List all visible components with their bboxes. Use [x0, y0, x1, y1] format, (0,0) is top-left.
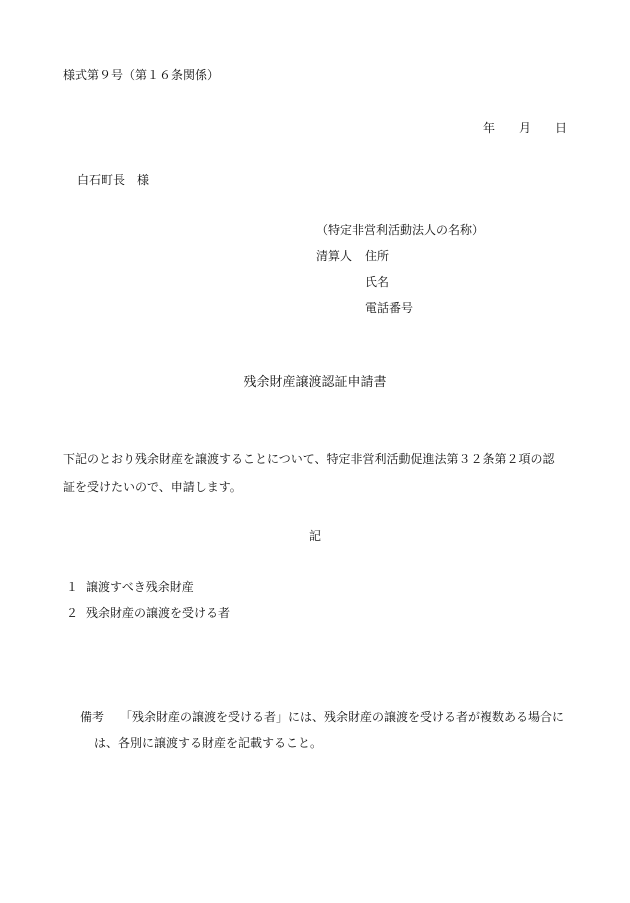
body-text-line-2: 証を受けたいので、申請します。 [63, 480, 242, 494]
list-item [66, 605, 230, 621]
document-title: 残余財産譲渡認証申請書 [243, 375, 387, 390]
body-text-line-1: 下記のとおり残余財産を譲渡することについて、特定非営利活動促進法第３２条第２項の認 [63, 452, 555, 466]
list-item-text: 残余財産の譲渡を受ける者 [86, 606, 231, 620]
date-line [483, 120, 567, 136]
note-line-1 [80, 709, 564, 725]
ki-heading: 記 [308, 529, 321, 543]
list-item-text: 譲渡すべき残余財産 [86, 580, 194, 594]
list-item [66, 579, 194, 595]
note-text-1: 「残余財産の譲渡を受ける者」には、残余財産の譲渡を受ける者が複数ある場合に [120, 710, 565, 724]
addressee: 白石町長 様 [77, 173, 150, 187]
name-label: 氏名 [365, 275, 390, 289]
date-month-label: 月 [519, 121, 532, 135]
date-day-label: 日 [555, 121, 568, 135]
list-item-number: １ [66, 580, 79, 594]
note-label: 備考 [80, 710, 105, 724]
form-number: 様式第９号（第１６条関係） [63, 68, 220, 82]
liquidator-label: 清算人 [316, 249, 353, 263]
corp-name-placeholder: （特定非営利活動法人の名称） [316, 223, 485, 237]
date-year-label: 年 [483, 121, 496, 135]
address-label: 住所 [365, 249, 390, 263]
phone-label: 電話番号 [365, 301, 414, 315]
list-item-number: ２ [66, 606, 79, 620]
note-line-2: は、各別に譲渡する財産を記載すること。 [94, 736, 323, 750]
